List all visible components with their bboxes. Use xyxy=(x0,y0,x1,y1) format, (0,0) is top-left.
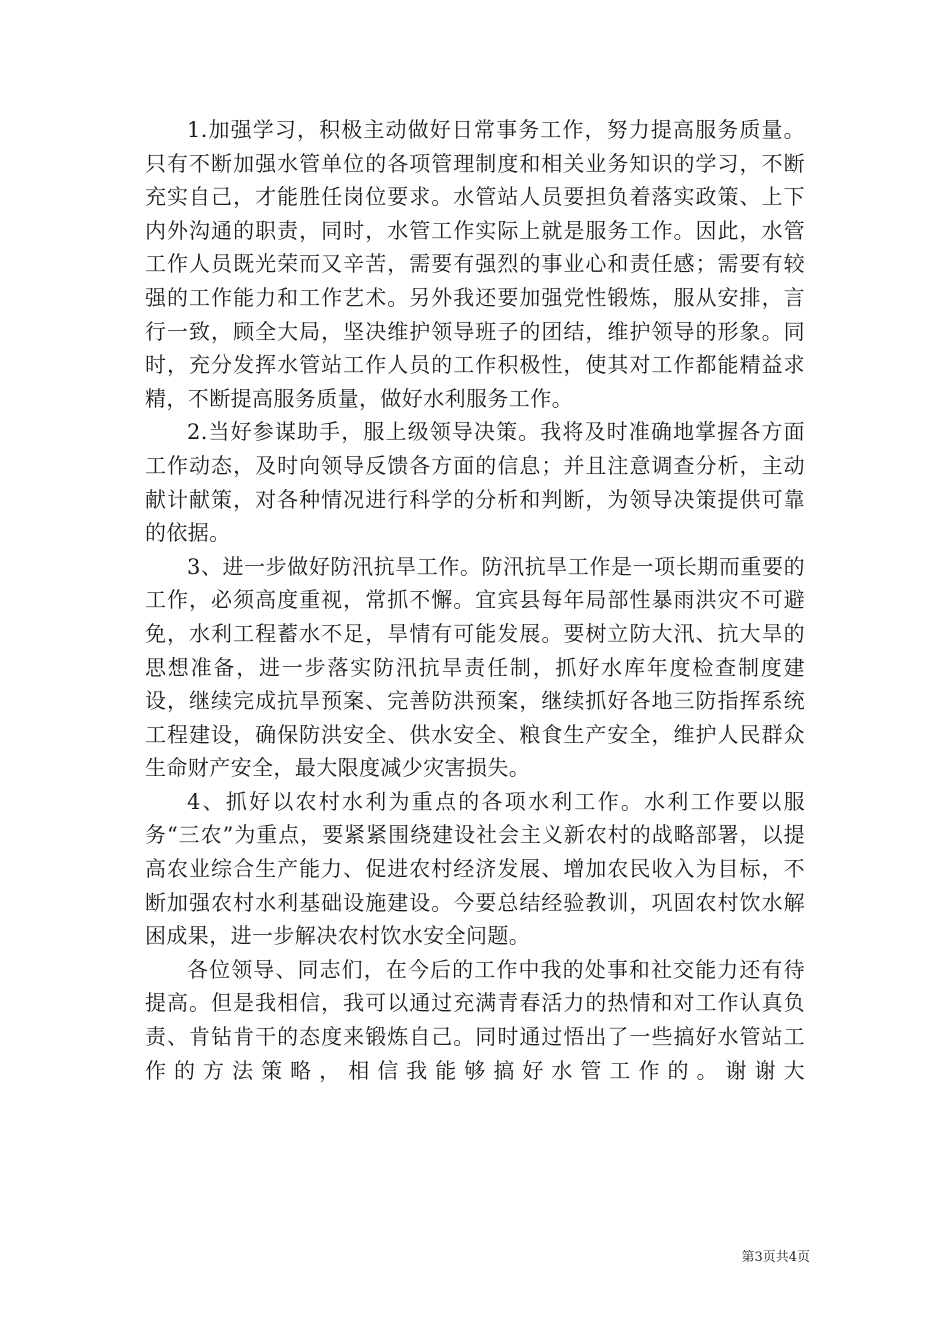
paragraph-2: 2.当好参谋助手，服上级领导决策。我将及时准确地掌握各方面工作动态，及时向领导反馈各方面的信息；并且注意调查分析，主动献计献策，对各种情况进行科学的分析和判断，为领导决策提供可靠的依据。 xyxy=(145,420,805,546)
paragraph-1: 1.加强学习，积极主动做好日常事务工作，努力提高服务质量。只有不断加强水管单位的各项管理制度和相关业务知识的学习，不断充实自己，才能胜任岗位要求。水管站人员要担负着落实政策、上下内外沟通的职责，同时，水管工作实际上就是服务工作。因此，水管工作人员既光荣而又辛苦，需要有强烈的事业心和责任感；需要有较强的工作能力和工作艺术。另外我还要加强党性锻炼，服从安排，言行一致，顾全大局，坚决维护领导班子的团结，维护领导的形象。同时，充分发挥水管站工作人员的工作积极性，使其对工作都能精益求精，不断提高服务质量，做好水利服务工作。 xyxy=(145,118,805,411)
page-number: 第3页共4页 xyxy=(741,1250,810,1265)
paragraph-3: 3、进一步做好防汛抗旱工作。防汛抗旱工作是一项长期而重要的工作，必须高度重视，常抓不懈。宜宾县每年局部性暴雨洪灾不可避免，水利工程蓄水不足，旱情有可能发展。要树立防大汛、抗大旱的思想准备，进一步落实防汛抗旱责任制，抓好水库年度检查制度建设，继续完成抗旱预案、完善防洪预案，继续抓好各地三防指挥系统工程建设，确保防洪安全、供水安全、粮食生产安全，维护人民群众生命财产安全，最大限度减少灾害损失。 xyxy=(145,554,805,781)
paragraph-4: 4、抓好以农村水利为重点的各项水利工作。水利工作要以服务“三农”为重点，要紧紧围绕建设社会主义新农村的战略部署，以提高农业综合生产能力、促进农村经济发展、增加农民收入为目标，不断加强农村水利基础设施建设。今要总结经验教训，巩固农村饮水解困成果，进一步解决农村饮水安全问题。 xyxy=(145,789,805,949)
document-body xyxy=(145,114,805,1088)
paragraph-5: 各位领导、同志们，在今后的工作中我的处事和社交能力还有待提高。但是我相信，我可以通过充满青春活力的热情和对工作认真负责、肯钻肯干的态度来锻炼自己。同时通过悟出了一些搞好水管站工作的方法策略，相信我能够搞好水管工作的。谢谢大 xyxy=(145,957,805,1083)
